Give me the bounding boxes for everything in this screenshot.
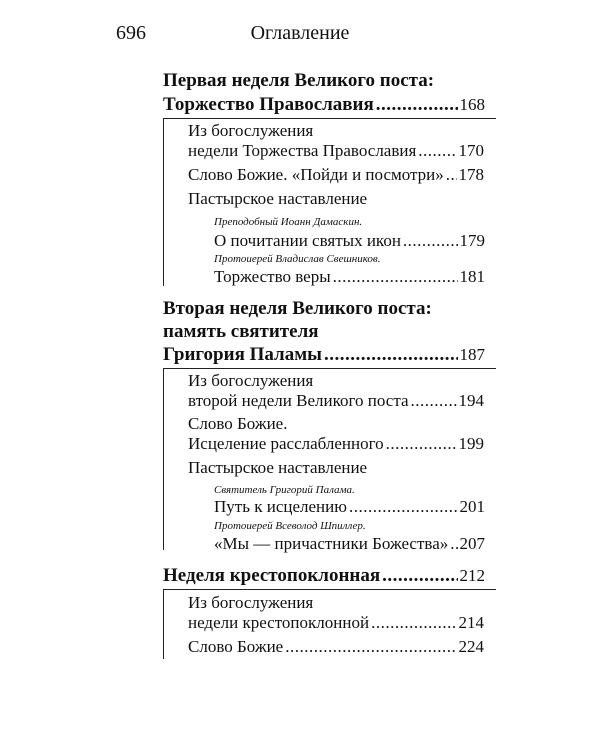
dot-leader — [446, 164, 457, 186]
running-title: Оглавление — [250, 22, 350, 44]
s1-entry-1-line1: Из богослужения — [188, 121, 314, 140]
s3-entry-1[interactable] — [188, 612, 484, 634]
s1-entry-1[interactable] — [188, 140, 484, 162]
s3-entry-1-line2: недели крестопоклонной — [188, 613, 370, 632]
section-2-bracket — [163, 368, 164, 550]
s2-article-2-author: Протоиерей Всеволод Шпиллер. — [214, 520, 366, 532]
s2-article-1[interactable] — [214, 496, 485, 518]
s1-entry-1-line2: недели Торжества Православия — [188, 141, 417, 160]
section-3-title: Неделя крестопоклонная — [163, 565, 381, 586]
dot-leader — [450, 533, 457, 555]
s2-entry-2-line1: Слово Божие. — [188, 414, 288, 433]
s1-article-2[interactable] — [214, 266, 485, 288]
section-2-title-line3: Григория Паламы — [163, 344, 322, 365]
s1-entry-2[interactable] — [188, 164, 484, 186]
section-2-title-line1: Вторая неделя Великого поста: — [163, 298, 432, 319]
s1-entry-1-page: 170 — [458, 141, 484, 160]
s2-article-1-author: Святитель Григорий Палама. — [214, 484, 355, 496]
s1-article-1[interactable] — [214, 230, 485, 252]
s3-entry-1-line1: Из богослужения — [188, 593, 314, 612]
s3-entry-2[interactable] — [188, 636, 484, 658]
s1-article-2-title: Торжество веры — [214, 267, 331, 286]
s2-entry-3-title: Пастырское наставление — [188, 458, 368, 477]
section-2-page: 187 — [459, 345, 485, 364]
s3-entry-1-page: 214 — [458, 613, 484, 632]
s2-entry-1[interactable] — [188, 390, 484, 412]
s2-article-2[interactable] — [214, 533, 485, 555]
section-1-entry[interactable] — [163, 94, 485, 116]
section-1-divider — [163, 118, 496, 119]
s2-entry-2[interactable] — [188, 433, 484, 455]
section-2-divider — [163, 368, 496, 369]
s2-entry-1-line2: второй недели Великого поста — [188, 391, 409, 410]
s2-entry-2-page: 199 — [458, 434, 484, 453]
section-1-page: 168 — [459, 95, 485, 114]
s1-article-1-page: 179 — [459, 231, 485, 250]
section-3-bracket — [163, 589, 164, 659]
section-1-title-line1: Первая неделя Великого поста: — [163, 70, 435, 91]
dot-leader — [418, 140, 456, 162]
s3-entry-2-page: 224 — [458, 637, 484, 656]
dot-leader — [333, 266, 458, 288]
s2-entry-1-line1: Из богослужения — [188, 371, 314, 390]
dot-leader — [411, 390, 457, 412]
s1-entry-3-title: Пастырское наставление — [188, 189, 368, 208]
s2-article-1-page: 201 — [459, 497, 485, 516]
s1-article-1-title: О почитании святых икон — [214, 231, 401, 250]
dot-leader — [386, 433, 457, 455]
section-3-divider — [163, 589, 496, 590]
page-number: 696 — [116, 22, 146, 44]
dot-leader — [403, 230, 458, 252]
dot-leader — [349, 496, 458, 518]
s2-article-2-page: 207 — [459, 534, 485, 553]
s2-article-2-title: «Мы — причастники Божества» — [214, 534, 449, 553]
s3-entry-2-title: Слово Божие — [188, 637, 284, 656]
section-2-title-line2: память святителя — [163, 321, 319, 342]
s1-entry-2-title: Слово Божие. «Пойди и посмотри» — [188, 165, 444, 184]
s1-article-2-author: Протоиерей Владислав Свешников. — [214, 253, 381, 265]
s1-article-2-page: 181 — [459, 267, 485, 286]
s1-article-1-author: Преподобный Иоанн Дамаскин. — [214, 216, 363, 228]
section-3-page: 212 — [459, 566, 485, 585]
dot-leader — [285, 636, 456, 658]
dot-leader — [376, 94, 458, 116]
section-1-bracket — [163, 118, 164, 286]
section-2-entry[interactable] — [163, 344, 485, 366]
s2-entry-2-line2: Исцеление расслабленного — [188, 434, 384, 453]
s2-entry-1-page: 194 — [458, 391, 484, 410]
s1-entry-2-page: 178 — [458, 165, 484, 184]
section-3-entry[interactable] — [163, 565, 485, 587]
s2-article-1-title: Путь к исцелению — [214, 497, 347, 516]
dot-leader — [324, 344, 458, 366]
section-1-title-line2: Торжество Православия — [163, 94, 374, 115]
dot-leader — [382, 565, 457, 587]
dot-leader — [371, 612, 456, 634]
